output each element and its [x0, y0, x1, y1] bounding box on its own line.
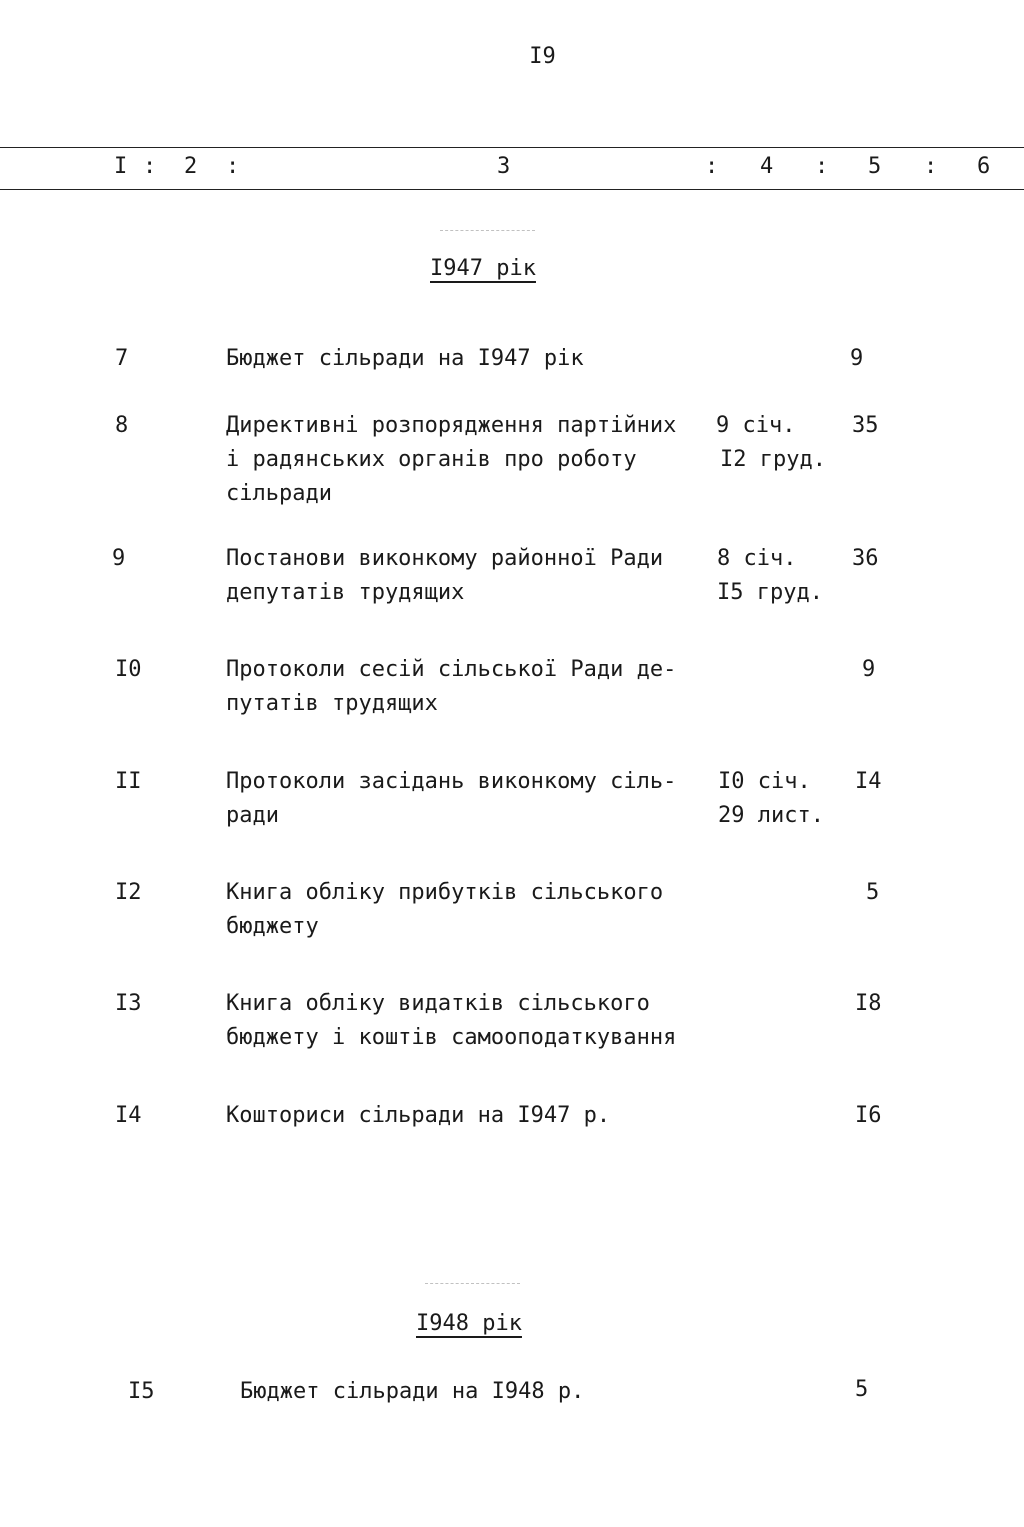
column-header-4: 4 — [760, 154, 774, 179]
entry-title-line: Книга обліку прибутків сільського — [226, 880, 664, 905]
entry-number: I0 — [115, 657, 142, 682]
entry-number: 7 — [115, 346, 129, 371]
entry-title-line: Постанови виконкому районної Ради — [226, 546, 664, 571]
entry-count: I8 — [855, 991, 882, 1016]
year-heading: I947 рік — [430, 256, 536, 281]
entry-title-line: ради — [226, 803, 279, 828]
entry-title-line: Кошториси сільради на I947 р. — [226, 1103, 611, 1128]
entry-title-line: путатів трудящих — [226, 691, 438, 716]
column-header-2: 2 — [184, 154, 198, 179]
column-separator: : — [924, 154, 938, 179]
entry-date-start: 8 січ. — [717, 546, 797, 571]
entry-count: 5 — [866, 880, 880, 905]
entry-title-line: Протоколи засідань виконкому сіль- — [226, 769, 677, 794]
header-rule-bottom — [0, 189, 1024, 190]
entry-number: 9 — [112, 546, 126, 571]
entry-title-line: Бюджет сільради на I948 р. — [240, 1379, 585, 1404]
entry-date-start: I0 січ. — [718, 769, 811, 794]
entry-title-line: і радянських органів про роботу — [226, 447, 637, 472]
entry-number: I3 — [115, 991, 142, 1016]
entry-count: I6 — [855, 1103, 882, 1128]
entry-count: I4 — [855, 769, 882, 794]
entry-date-start: 9 січ. — [716, 413, 796, 438]
entry-title-line: бюджету — [226, 914, 319, 939]
column-separator: : — [815, 154, 829, 179]
header-rule-top — [0, 147, 1024, 148]
entry-count: 35 — [852, 413, 879, 438]
column-separator: : — [226, 154, 240, 179]
entry-date-end: 29 лист. — [718, 803, 824, 828]
entry-title-line: депутатів трудящих — [226, 580, 465, 605]
year-heading: I948 рік — [416, 1311, 522, 1336]
entry-count: 36 — [852, 546, 879, 571]
entry-title-line: Книга обліку видатків сільського — [226, 991, 650, 1016]
entry-count: 5 — [855, 1377, 869, 1402]
entry-date-end: I2 груд. — [720, 447, 826, 472]
column-header-6: 6 — [977, 154, 991, 179]
entry-number: I5 — [128, 1379, 155, 1404]
entry-count: 9 — [850, 346, 864, 371]
entry-title-line: бюджету і коштів самооподаткування — [226, 1025, 677, 1050]
entry-number: 8 — [115, 413, 129, 438]
entry-date-end: I5 груд. — [717, 580, 823, 605]
column-header-5: 5 — [868, 154, 882, 179]
column-separator: : — [143, 154, 157, 179]
entry-title-line: Бюджет сільради на I947 рік — [226, 346, 584, 371]
column-header-1: I — [114, 154, 128, 179]
scan-speck — [425, 1283, 520, 1285]
column-separator: : — [705, 154, 719, 179]
entry-title-line: Протоколи сесій сільської Ради де- — [226, 657, 677, 682]
entry-number: I2 — [115, 880, 142, 905]
entry-title-line: Директивні розпорядження партійних — [226, 413, 677, 438]
entry-title-line: сільради — [226, 481, 332, 506]
entry-count: 9 — [862, 657, 876, 682]
column-header-3: 3 — [497, 154, 511, 179]
scan-speck — [440, 230, 535, 232]
page-number: I9 — [529, 44, 556, 69]
entry-number: I4 — [115, 1103, 142, 1128]
entry-number: II — [115, 769, 142, 794]
